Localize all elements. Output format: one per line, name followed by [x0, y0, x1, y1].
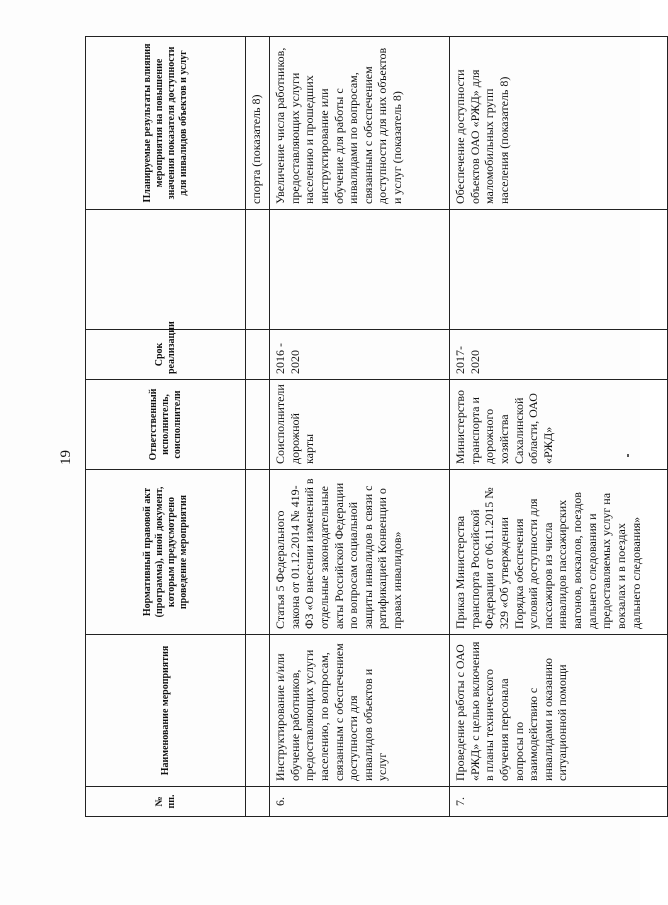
header-number: № пп.	[86, 787, 246, 817]
header-extra-column	[86, 210, 246, 330]
measure-name-cell: Инструктирование и/или обучение работников, предоставляющих услуги населению, по вопросам, связанным с обеспечением доступности для инвалидов объектов и услуг	[270, 635, 450, 787]
table-cell	[270, 210, 450, 330]
table-cell	[246, 330, 270, 380]
page-number: 19	[58, 450, 74, 465]
table-cell	[246, 470, 270, 635]
executor-cell: Соисполнители дорожной карты	[270, 380, 450, 470]
result-cell: Обеспечение доступности объектов ОАО «РЖД» для маломобильных групп населения (показатель 8)	[450, 37, 668, 210]
table-cell	[246, 380, 270, 470]
legal-act-cell: Приказ Министерства транспорта Российской Федерации от 06.11.2015 № 329 «Об утверждении Порядка обеспечения условий доступности для пассажиров из числа инвалидов пассажирских вагонов, вокзалов, поездов дальнего следования и предоставляемых услуг на вокзалах и в поездах дальнего следования»	[450, 470, 668, 635]
table-row-continuation	[246, 37, 270, 817]
table-header-row	[86, 37, 246, 817]
table-cell	[246, 787, 270, 817]
header-planned-results: Планируемые результаты влияния мероприятия на повышение значения показателя доступности для инвалидов объектов и услуг	[86, 37, 246, 210]
header-term: Срок реализации	[86, 330, 246, 380]
row-number: 7.	[450, 787, 668, 817]
result-cell: спорта (показатель 8)	[246, 37, 270, 210]
executor-cell: Министерство транспорта и дорожного хозяйства Сахалинской области, ОАО «РЖД»	[450, 380, 668, 470]
term-cell: 2017- 2020	[450, 330, 668, 380]
legal-act-cell: Статья 5 Федерального закона от 01.12.2014 № 419-ФЗ «О внесении изменений в отдельные законодательные акты Российской Федерации по вопросам социальной защиты инвалидов в связи с ратификацией Конвенции о правах инвалидов»	[270, 470, 450, 635]
table-row	[270, 37, 450, 817]
row-number: 6.	[270, 787, 450, 817]
table-cell	[246, 210, 270, 330]
table-cell	[246, 635, 270, 787]
scan-mark	[627, 454, 629, 457]
measure-name-cell: Проведение работы с ОАО «РЖД» с целью включения в планы технического обучения персонала вопросы по взаимодействию с инвалидами и оказанию ситуационной помощи	[450, 635, 668, 787]
header-measure-name: Наименование мероприятия	[86, 635, 246, 787]
measures-table	[85, 36, 668, 817]
result-cell: Увеличение числа работников, предоставляющих услуги населению и прошедших инструктирование или обучение для работы с инвалидами по вопросам, связанным с обеспечением доступности для них объектов и услуг (показатель 8)	[270, 37, 450, 210]
table-row	[450, 37, 668, 817]
term-cell: 2016 - 2020	[270, 330, 450, 380]
header-legal-act: Нормативный правовой акт (программа), иной документ, которым предусмотрено проведение мероприятия	[86, 470, 246, 635]
table-cell	[450, 210, 668, 330]
header-executor: Ответственный исполнитель, соисполнители	[86, 380, 246, 470]
